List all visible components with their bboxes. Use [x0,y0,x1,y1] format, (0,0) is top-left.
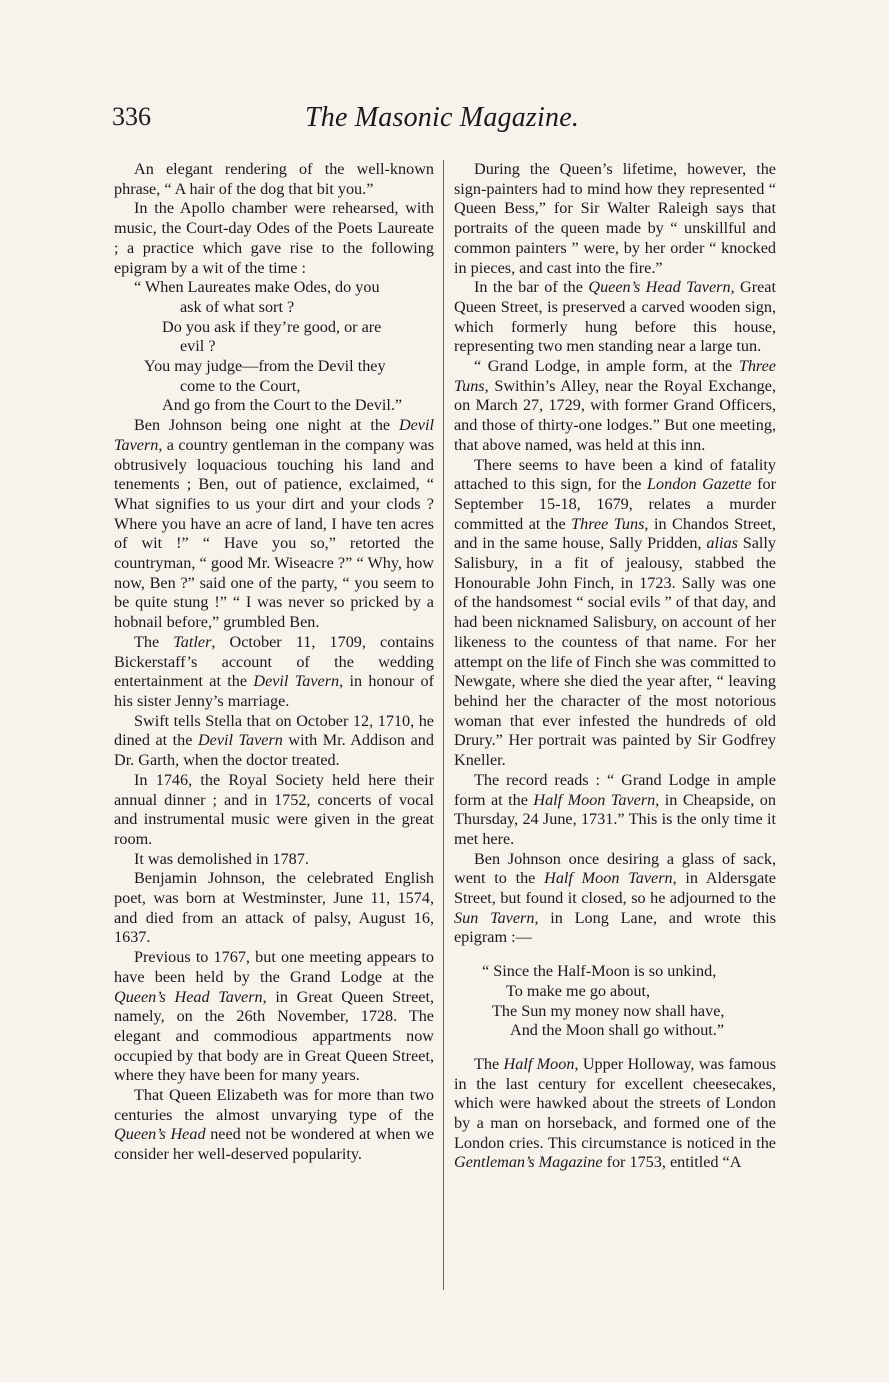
paragraph: That Queen Elizabeth was for more than two centuries the almost unvarying type of the Queen’s Head need not be wondered at when we consider her well-deserved popularity. [114,1086,434,1164]
verse-line: To make me go about, [506,981,651,1000]
paragraph: There seems to have been a kind of fatality attached to this sign, for the London Gazette for September 15-18, 1679, relates a murder committed at the Three Tuns, in Chandos Street, and in the same house, Sally Pridden, alias Sally Salisbury, in a fit of jealousy, stabbed the Honourable John Finch, in 1723. Sally was one of the handsomest “ social evils ” of that day, and had been nicknamed Salisbury, on account of her likeness to the countess of that name. For her attempt on the life of Finch she was committed to Newgate, where she died the year after, “ leaving behind her the character of the most notorious woman that ever infested the hundreds of old Drury.” Her portrait was painted by Sir Godfrey Kneller. [454,455,776,770]
verse-line: And go from the Court to the Devil.” [162,396,403,415]
paragraph: In the bar of the Queen’s Head Tavern, Great Queen Street, is preserved a carved wooden sign, which formerly hung before this house, representing two men standing near a large tun. [454,278,776,356]
paragraph: Swift tells Stella that on October 12, 1710, he dined at the Devil Tavern with Mr. Addison and Dr. Garth, when the doctor treated. [114,711,434,770]
paragraph: The Tatler, October 11, 1709, contains Bickerstaff’s account of the wedding entertainment at the Devil Tavern, in honour of his sister Jenny’s marriage. [114,632,435,710]
verse-line: You may judge—from the Devil they [144,357,386,376]
paragraph: Benjamin Johnson, the celebrated English poet, was born at Westminster, June 11, 1574, and died from an attack of palsy, August 16, 1637. [114,869,434,947]
paragraph: An elegant rendering of the well-known phrase, “ A hair of the dog that bit you.” [114,160,434,198]
page-header [112,102,772,142]
epigram-verse [114,278,434,416]
verse-line: “ When Laureates make Odes, do you [134,278,380,297]
right-column [454,160,776,1173]
epigram-verse [454,962,776,1041]
paragraph: During the Queen’s lifetime, however, the sign-painters had to mind how they represented “ Queen Bess,” for Sir Walter Raleigh says that portraits of the queen made by “ unskillful and common painters ” were, by her order “ knocked in pieces, and cast into the fire.” [454,160,776,277]
paragraph: In 1746, the Royal Society held here their annual dinner ; and in 1752, concerts of vocal and instrumental music were given in the great room. [114,770,434,848]
verse-line: The Sun my money now shall have, [492,1001,725,1020]
verse-line: come to the Court, [180,376,301,395]
verse-line: evil ? [180,337,216,356]
running-title: The Masonic Magazine. [304,102,580,133]
paragraph: It was demolished in 1787. [134,849,309,868]
paragraph: The Half Moon, Upper Holloway, was famous in the last century for excellent cheesecakes, which were hawked about the streets of London by a man on horseback, and formed one of the London cries. This circumstance is noticed in the Gentleman’s Magazine for 1753, entitled “A [454,1054,777,1172]
paragraph: In the Apollo chamber were rehearsed, with music, the Court-day Odes of the Poets Laureate ; a practice which gave rise to the following epigram by a wit of the time : [114,199,434,277]
page-number: 336 [112,102,151,131]
paragraph: “ Grand Lodge, in ample form, at the Three Tuns, Swithin’s Alley, near the Royal Exchange, on March 27, 1729, with former Grand Officers, and those of thirty-one lodges.” But one meeting, that above named, was held at this inn. [454,357,776,454]
column-divider [443,160,444,1290]
paragraph: Previous to 1767, but one meeting appears to have been held by the Grand Lodge at the Queen’s Head Tavern, in Great Queen Street, namely, on the 26th November, 1728. The elegant and commodious appartments now occupied by that body are in Great Queen Street, where they have been for many years. [114,948,434,1085]
paragraph: The record reads : “ Grand Lodge in ample form at the Half Moon Tavern, in Cheapside, on Thursday, 24 June, 1731.” This is the only time it met here. [454,770,776,848]
verse-line: And the Moon shall go without.” [510,1021,725,1040]
verse-line: Do you ask if they’re good, or are [162,317,382,336]
verse-line: “ Since the Half-Moon is so unkind, [482,962,717,981]
left-column [114,160,434,1165]
paragraph: Ben Johnson being one night at the Devil Tavern, a country gentleman in the company was obtrusively loquacious touching his land and tenements ; Ben, out of patience, exclaimed, “ What signifies to us your dirt and your clods ? Where you have an acre of land, I have ten acres of wit !” “ Have you so,” retorted the countryman, “ good Mr. Wiseacre ?” “ Why, how now, Ben ?” said one of the party, “ you seem to be quite stung !” “ I was never so pricked by a hobnail before,” grumbled Ben. [114,416,434,632]
verse-line: ask of what sort ? [180,297,295,316]
paragraph: Ben Johnson once desiring a glass of sack, went to the Half Moon Tavern, in Aldersgate Street, but found it closed, so he adjourned to the Sun Tavern, in Long Lane, and wrote this epigram :— [454,849,777,947]
